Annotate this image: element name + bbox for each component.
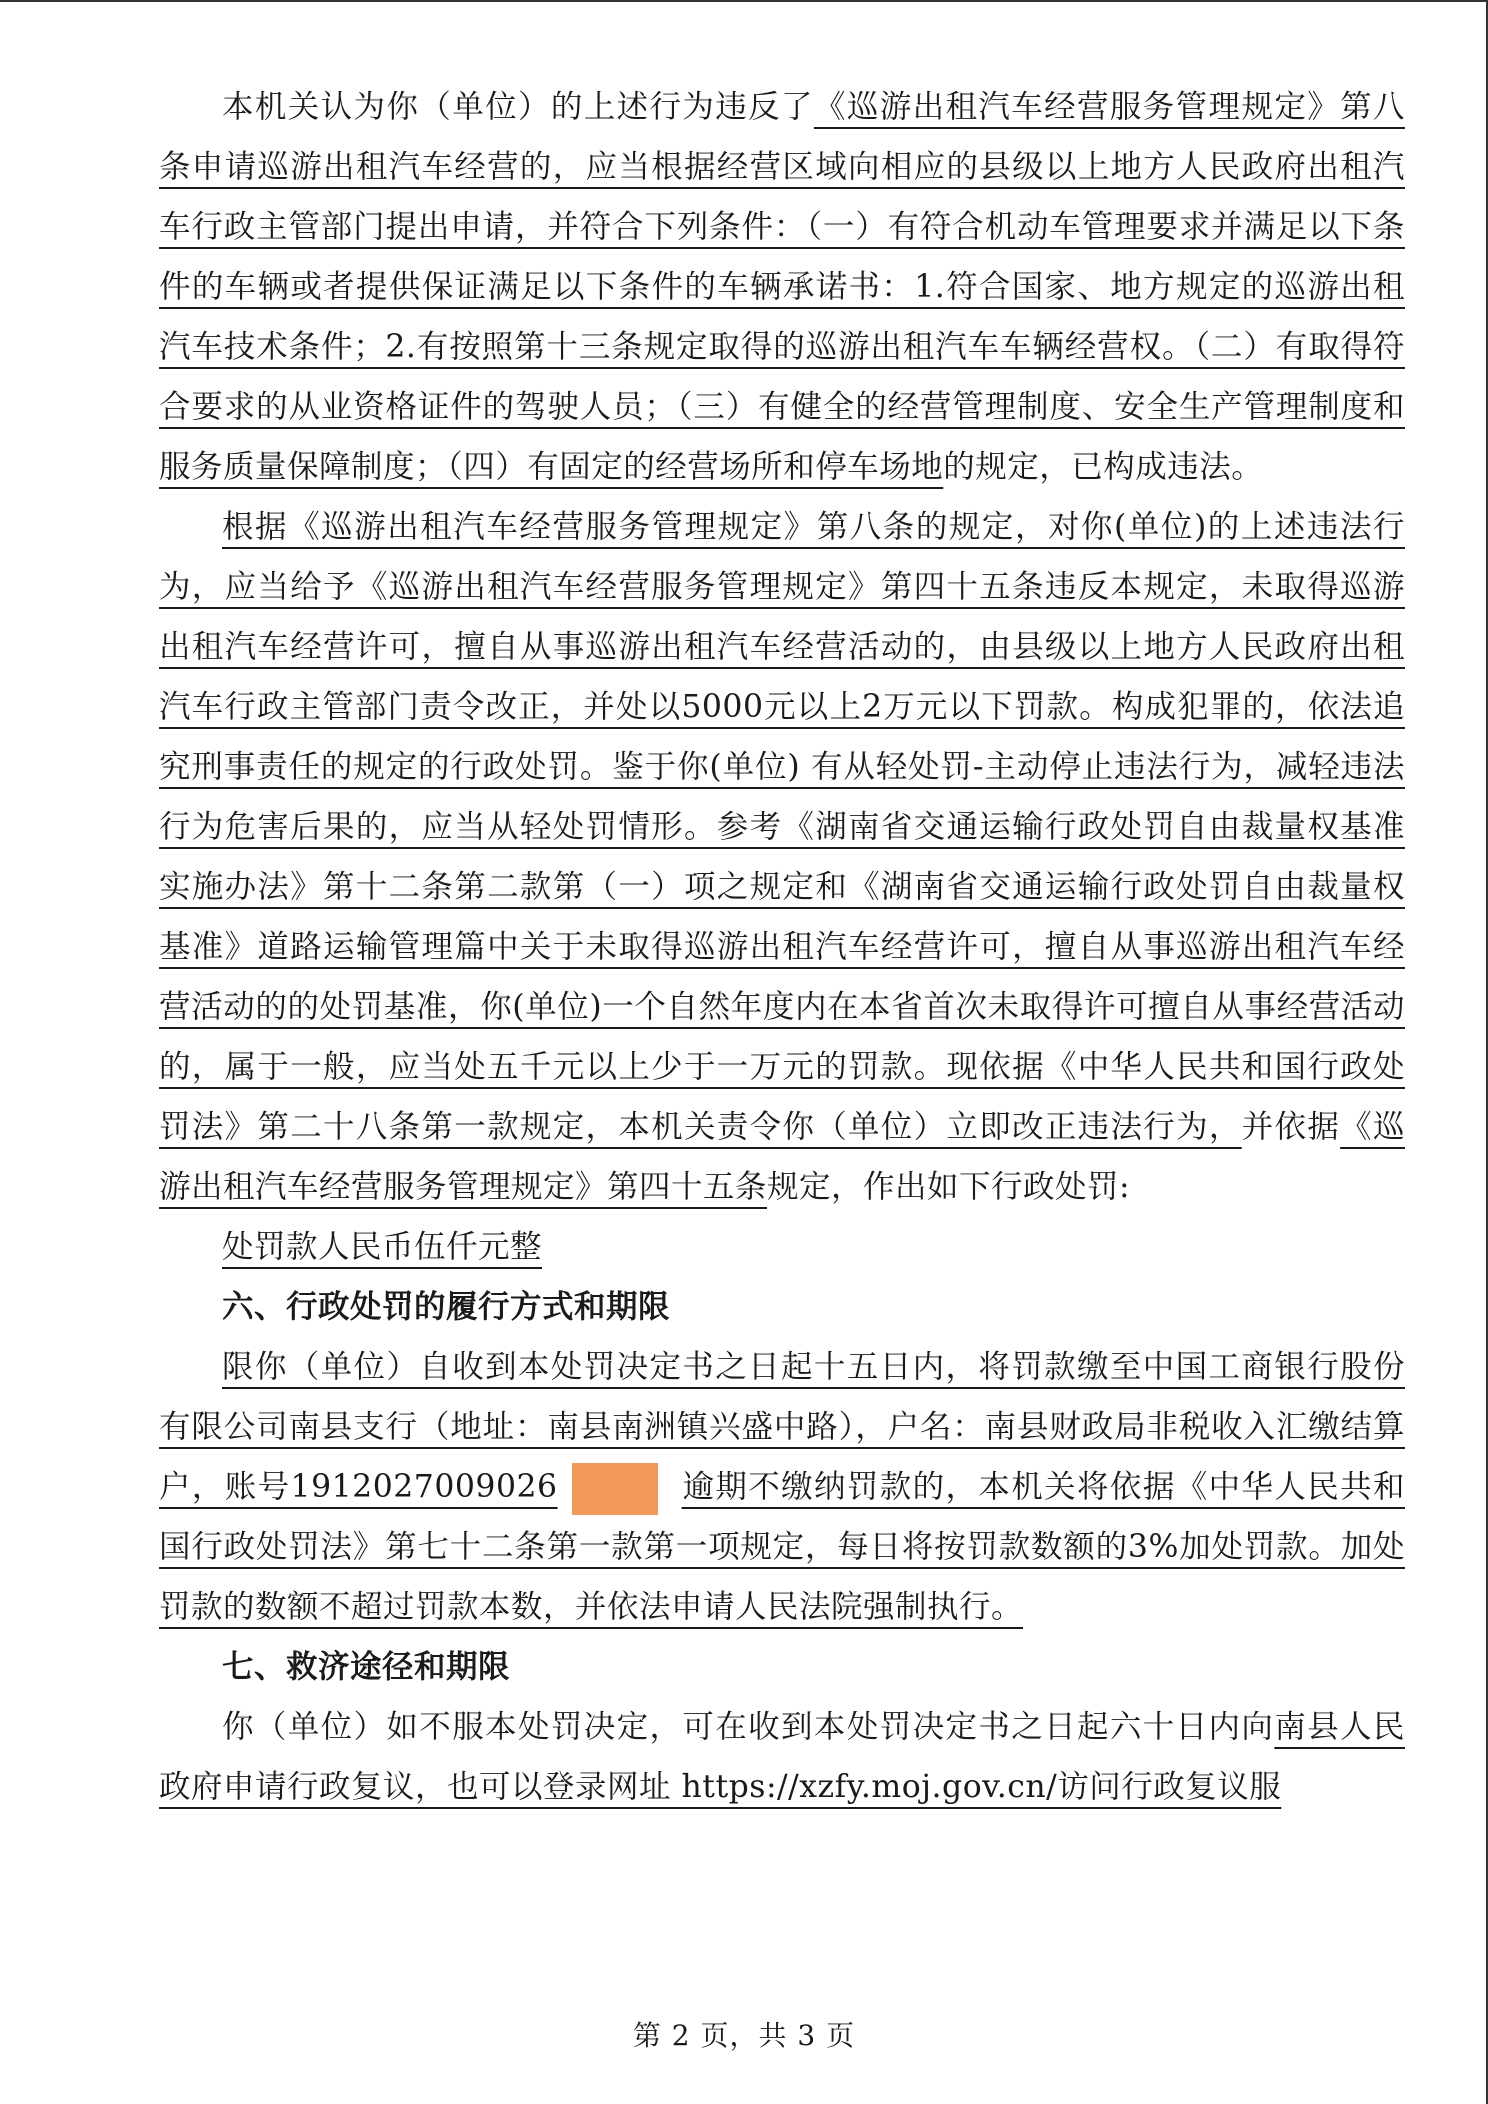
paragraph-penalty-amount [159, 1217, 1405, 1277]
paragraph-violation [159, 77, 1405, 497]
remedy-text: 你（单位）如不服本处罚决定，可在收到本处罚决定书之日起六十日内向 [222, 1709, 1275, 1745]
section-heading-remedy: 七、救济途径和期限 [222, 1649, 511, 1685]
penalty-basis-connector: 并依据 [1241, 1109, 1341, 1145]
section-heading-payment: 六、行政处罚的履行方式和期限 [222, 1289, 671, 1325]
page-number-footer: 第 2 页，共 3 页 [632, 2019, 856, 2052]
cited-regulation-text: 《巡游出租汽车经营服务管理规定》第八条申请巡游出租汽车经营的，应当根据经营区域向相应的县级以上地方人民政府出租汽车行政主管部门提出申请，并符合下列条件：（一）有符合机动车管理要求并满足以下条件的车辆或者提供保证满足以下条件的车辆承诺书：1.符合国家、地方规定的巡游出租汽车技术条件；2.有按照第十三条规定取得的巡游出租汽车车辆经营权。（二）有取得符合要求的从业资格证件的驾驶人员；（三）有健全的经营管理制度、安全生产管理制度和服务质量保障制度；（四）有固定的经营场所和停车场地 [159, 89, 1405, 485]
redaction-block [572, 1463, 658, 1515]
remedy-authority-text: 南县人民政府申请行政复议，也可以登录网址 https://xzfy.moj.gov.cn/访问行政复议服 [159, 1709, 1405, 1805]
payment-instructions: 限你（单位）自收到本处罚决定书之日起十五日内，将罚款缴至中国工商银行股份有限公司南县支行（地址：南县南洲镇兴盛中路），户名：南县财政局非税收入汇缴结算户，账号1912027009026 [159, 1349, 1405, 1505]
violation-conclusion: 的规定，已构成违法。 [943, 449, 1264, 485]
document-body [159, 77, 1405, 1817]
paragraph-remedy [159, 1697, 1405, 1817]
paragraph-payment [159, 1337, 1405, 1637]
penalty-decision-intro: 规定，作出如下行政处罚: [767, 1169, 1131, 1205]
paragraph-penalty-basis [159, 497, 1405, 1217]
late-payment-text: 逾期不缴纳罚款的，本机关将依据《中华人民共和国行政处罚法》第七十二条第一款第一项规定，每日将按罚款数额的3%加处罚款。加处罚款的数额不超过罚款本数，并依法申请人民法院强制执行。 [159, 1469, 1405, 1625]
violation-text: 本机关认为你（单位）的上述行为违反了 [222, 89, 814, 125]
penalty-basis-text: 根据《巡游出租汽车经营服务管理规定》第八条的规定，对你(单位)的上述违法行为，应当给予《巡游出租汽车经营服务管理规定》第四十五条违反本规定，未取得巡游出租汽车经营许可，擅自从事巡游出租汽车经营活动的，由县级以上地方人民政府出租汽车行政主管部门责令改正，并处以5000元以上2万元以下罚款。构成犯罪的，依法追究刑事责任的规定的行政处罚。鉴于你(单位) 有从轻处罚-主动停止违法行为，减轻违法行为危害后果的，应当从轻处罚情形。参考《湖南省交通运输行政处罚自由裁量权基准实施办法》第十二条第二款第（一）项之规定和《湖南省交通运输行政处罚自由裁量权基准》道路运输管理篇中关于未取得巡游出租汽车经营许可，擅自从事巡游出租汽车经营活动的的处罚基准，你(单位)一个自然年度内在本省首次未取得许可擅自从事经营活动的，属于一般，应当处五千元以上少于一万元的罚款。现依据《中华人民共和国行政处罚法》第二十八条第一款规定，本机关责令你（单位）立即改正违法行为， [159, 509, 1405, 1145]
penalty-amount-text: 处罚款人民币伍仟元整 [222, 1229, 543, 1265]
penalty-article-ref: 《巡游出租汽车经营服务管理规定》第四十五条 [159, 1109, 1405, 1205]
